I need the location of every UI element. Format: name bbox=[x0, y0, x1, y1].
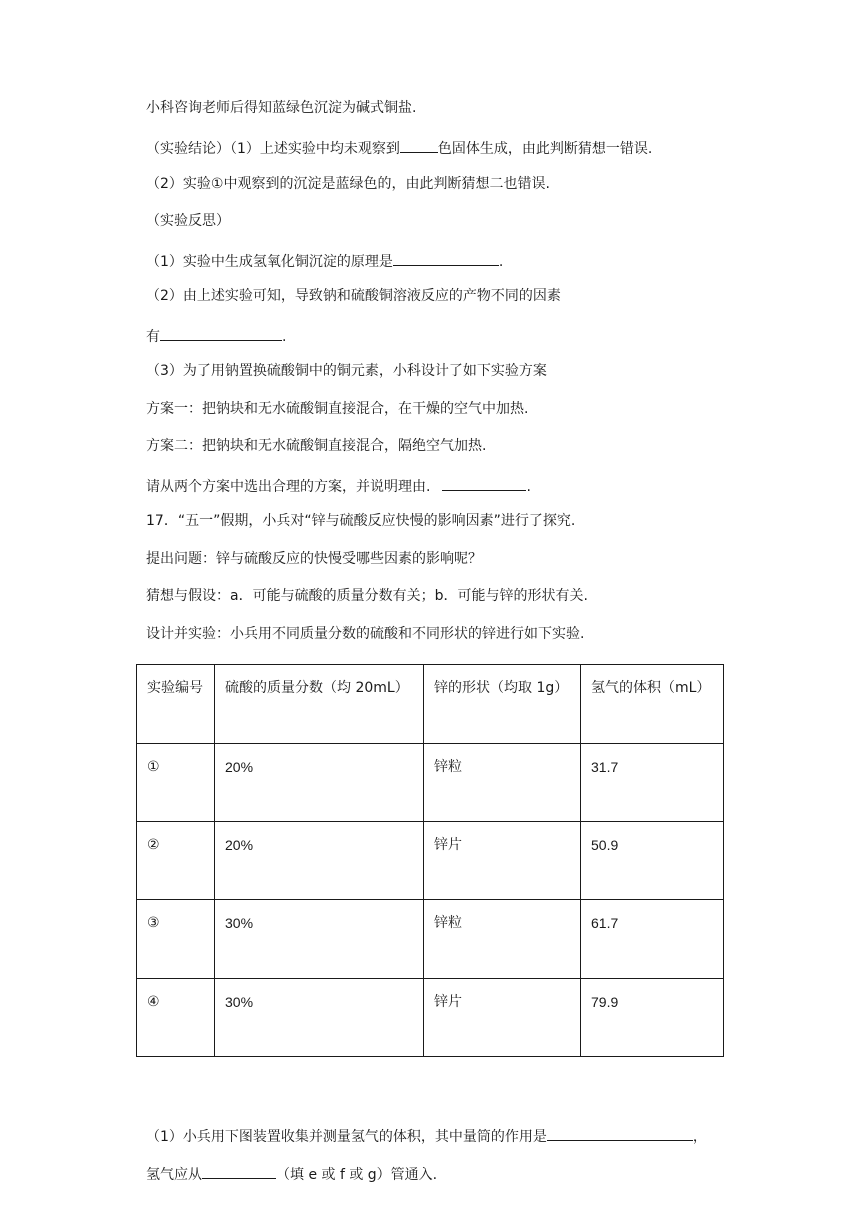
table-cell: 锌片 bbox=[424, 979, 581, 1057]
text-segment: . bbox=[526, 479, 531, 495]
table-cell: 锌粒 bbox=[424, 744, 581, 822]
reflection-line-2 bbox=[146, 324, 286, 347]
question-17-part-1 bbox=[146, 1124, 707, 1147]
text-line: 设计并实验：小兵用不同质量分数的硫酸和不同形状的锌进行如下实验. bbox=[146, 626, 585, 642]
answer-blank[interactable] bbox=[160, 324, 282, 341]
table-cell: ④ bbox=[137, 979, 215, 1057]
table-header-cell: 氢气的体积（mL） bbox=[581, 665, 724, 744]
text-line: 小科咨询老师后得知蓝绿色沉淀为碱式铜盐. bbox=[146, 100, 417, 116]
table-row bbox=[137, 822, 724, 900]
experiment-table bbox=[136, 664, 724, 1057]
reflection-line-1 bbox=[146, 249, 503, 272]
text-segment: （1）小兵用下图装置收集并测量氢气的体积，其中量筒的作用是 bbox=[146, 1129, 547, 1145]
text-segment: . bbox=[282, 329, 287, 345]
text-line: （3）为了用钠置换硫酸铜中的铜元素，小科设计了如下实验方案 bbox=[146, 363, 547, 379]
table-cell: ② bbox=[137, 822, 215, 900]
text-segment: ， bbox=[692, 1129, 707, 1145]
table-header-row bbox=[137, 665, 724, 744]
question-17-title: 17．“五一”假期，小兵对“锌与硫酸反应快慢的影响因素”进行了探究. bbox=[146, 513, 576, 529]
text-segment: （1）实验中生成氢氧化铜沉淀的原理是 bbox=[146, 254, 393, 270]
table-cell: 锌片 bbox=[424, 822, 581, 900]
text-line: 猜想与假设：a．可能与硫酸的质量分数有关；b．可能与锌的形状有关. bbox=[146, 588, 588, 604]
text-line: （2）由上述实验可知，导致钠和硫酸铜溶液反应的产物不同的因素 bbox=[146, 288, 561, 304]
table-row bbox=[137, 900, 724, 979]
answer-blank[interactable] bbox=[547, 1124, 693, 1141]
text-segment: . bbox=[498, 254, 504, 270]
answer-blank[interactable] bbox=[400, 136, 438, 153]
table-cell: 61.7 bbox=[581, 900, 724, 979]
table-header-cell: 锌的形状（均取 1g） bbox=[424, 665, 581, 744]
table-cell: ③ bbox=[137, 900, 215, 979]
table-row bbox=[137, 744, 724, 822]
question-17-part-1-cont bbox=[146, 1162, 437, 1185]
table-row bbox=[137, 979, 724, 1057]
table-cell: 79.9 bbox=[581, 979, 724, 1057]
answer-blank[interactable] bbox=[202, 1162, 276, 1179]
answer-blank[interactable] bbox=[442, 474, 526, 491]
reflection-line-3 bbox=[146, 474, 531, 497]
text-line: （2）实验①中观察到的沉淀是蓝绿色的，由此判断猜想二也错误. bbox=[146, 176, 550, 192]
table-cell: 锌粒 bbox=[424, 900, 581, 979]
text-segment: 色固体生成，由此判断猜想一错误. bbox=[437, 141, 653, 157]
table-cell: 30% bbox=[215, 979, 424, 1057]
text-segment: 请从两个方案中选出合理的方案，并说明理由. bbox=[146, 479, 431, 495]
table-cell: 30% bbox=[215, 900, 424, 979]
table-cell: ① bbox=[137, 744, 215, 822]
table-header-cell: 实验编号 bbox=[137, 665, 215, 744]
table-cell: 50.9 bbox=[581, 822, 724, 900]
text-line: （实验反思） bbox=[146, 213, 230, 229]
text-line: 方案二：把钠块和无水硫酸铜直接混合，隔绝空气加热. bbox=[146, 438, 487, 454]
text-line: 方案一：把钠块和无水硫酸铜直接混合，在干燥的空气中加热. bbox=[146, 401, 529, 417]
text-line: 提出问题：锌与硫酸反应的快慢受哪些因素的影响呢？ bbox=[146, 551, 482, 567]
answer-blank[interactable] bbox=[393, 249, 499, 266]
table-cell: 20% bbox=[215, 744, 424, 822]
text-segment: （实验结论）（1）上述实验中均未观察到 bbox=[146, 141, 400, 157]
table-header-cell: 硫酸的质量分数（均 20mL） bbox=[215, 665, 424, 744]
text-segment: 氢气应从 bbox=[146, 1167, 202, 1183]
conclusion-line-1 bbox=[146, 136, 652, 159]
text-segment: 有 bbox=[146, 329, 160, 345]
table-cell: 31.7 bbox=[581, 744, 724, 822]
table-cell: 20% bbox=[215, 822, 424, 900]
text-segment: （填 e 或 f 或 g）管通入. bbox=[276, 1167, 438, 1183]
